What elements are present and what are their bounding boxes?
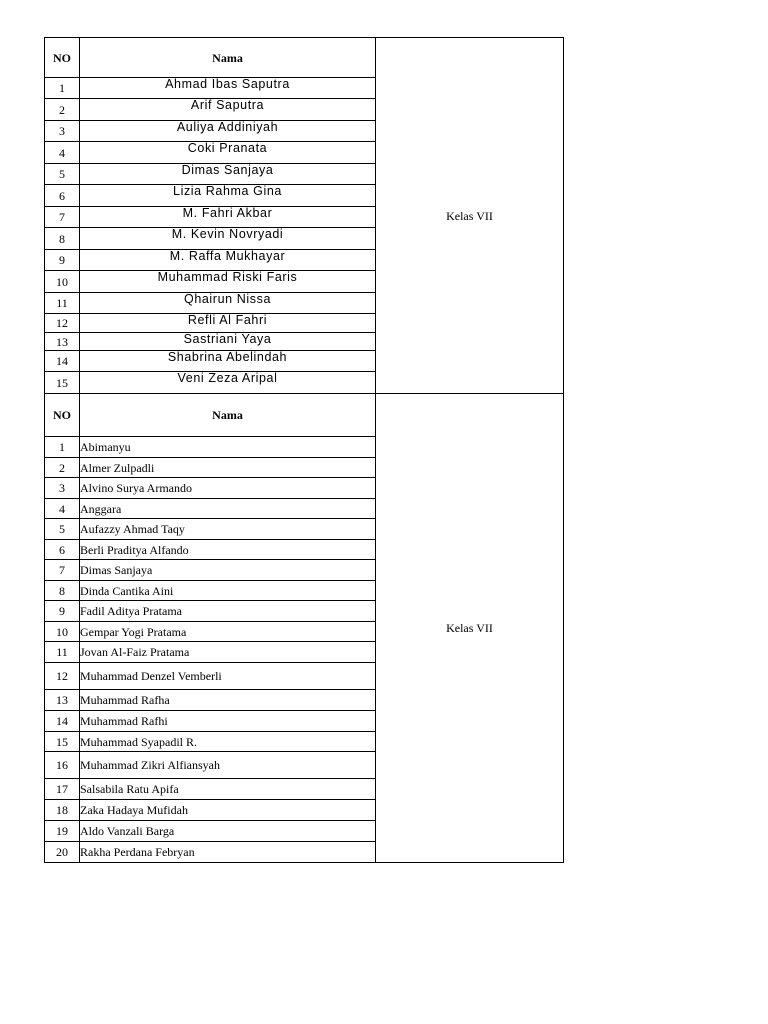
row-number: 15 xyxy=(45,372,80,394)
student-name: Alvino Surya Armando xyxy=(80,478,376,499)
row-number: 1 xyxy=(45,437,80,458)
column-header-name: Nama xyxy=(80,394,376,437)
student-name: Zaka Hadaya Mufidah xyxy=(80,800,376,821)
row-number: 7 xyxy=(45,207,80,228)
row-number: 12 xyxy=(45,663,80,690)
row-number: 5 xyxy=(45,164,80,185)
student-name: M. Fahri Akbar xyxy=(80,207,376,228)
student-name: Almer Zulpadli xyxy=(80,458,376,478)
row-number: 1 xyxy=(45,78,80,99)
student-name: Fadil Aditya Pratama xyxy=(80,601,376,622)
student-name: Muhammad Riski Faris xyxy=(80,271,376,293)
row-number: 2 xyxy=(45,99,80,121)
student-name: Ahmad Ibas Saputra xyxy=(80,78,376,99)
section2-header-row xyxy=(45,394,564,437)
column-header-no: NO xyxy=(45,38,80,78)
row-number: 8 xyxy=(45,228,80,250)
row-number: 9 xyxy=(45,250,80,271)
row-number: 8 xyxy=(45,581,80,601)
student-name: Aufazzy Ahmad Taqy xyxy=(80,519,376,540)
student-name: M. Raffa Mukhayar xyxy=(80,250,376,271)
row-number: 13 xyxy=(45,690,80,711)
student-name: Veni Zeza Aripal xyxy=(80,372,376,394)
row-number: 6 xyxy=(45,185,80,207)
student-name: Lizia Rahma Gina xyxy=(80,185,376,207)
row-number: 18 xyxy=(45,800,80,821)
row-number: 20 xyxy=(45,842,80,863)
row-number: 10 xyxy=(45,622,80,642)
row-number: 14 xyxy=(45,711,80,732)
section1-header-row xyxy=(45,38,564,78)
student-name: Sastriani Yaya xyxy=(80,333,376,351)
student-name: Auliya Addiniyah xyxy=(80,121,376,142)
row-number: 2 xyxy=(45,458,80,478)
student-name: Aldo Vanzali Barga xyxy=(80,821,376,842)
student-name: Anggara xyxy=(80,499,376,519)
student-name: Dinda Cantika Aini xyxy=(80,581,376,601)
student-name: Abimanyu xyxy=(80,437,376,458)
student-name: Muhammad Zikri Alfiansyah xyxy=(80,752,376,779)
kelas-cell: Kelas VII xyxy=(376,38,564,394)
student-name: Berli Praditya Alfando xyxy=(80,540,376,560)
row-number: 6 xyxy=(45,540,80,560)
row-number: 11 xyxy=(45,293,80,314)
student-name: Muhammad Rafha xyxy=(80,690,376,711)
row-number: 9 xyxy=(45,601,80,622)
row-number: 12 xyxy=(45,314,80,333)
student-name: Muhammad Syapadil R. xyxy=(80,732,376,752)
student-name: Muhammad Rafhi xyxy=(80,711,376,732)
row-number: 14 xyxy=(45,351,80,372)
student-name: Dimas Sanjaya xyxy=(80,560,376,581)
row-number: 4 xyxy=(45,499,80,519)
row-number: 19 xyxy=(45,821,80,842)
column-header-name: Nama xyxy=(80,38,376,78)
student-roster-table xyxy=(44,37,564,863)
row-number: 10 xyxy=(45,271,80,293)
row-number: 16 xyxy=(45,752,80,779)
row-number: 11 xyxy=(45,642,80,663)
student-name: Jovan Al-Faiz Pratama xyxy=(80,642,376,663)
student-name: Shabrina Abelindah xyxy=(80,351,376,372)
row-number: 13 xyxy=(45,333,80,351)
row-number: 3 xyxy=(45,121,80,142)
student-name: M. Kevin Novryadi xyxy=(80,228,376,250)
kelas-cell: Kelas VII xyxy=(376,394,564,863)
student-name: Rakha Perdana Febryan xyxy=(80,842,376,863)
row-number: 15 xyxy=(45,732,80,752)
student-name: Coki Pranata xyxy=(80,142,376,164)
student-name: Refli Al Fahri xyxy=(80,314,376,333)
student-name: Qhairun Nissa xyxy=(80,293,376,314)
student-name: Dimas Sanjaya xyxy=(80,164,376,185)
student-name: Arif Saputra xyxy=(80,99,376,121)
row-number: 4 xyxy=(45,142,80,164)
row-number: 3 xyxy=(45,478,80,499)
column-header-no: NO xyxy=(45,394,80,437)
student-name: Salsabila Ratu Apifa xyxy=(80,779,376,800)
student-name: Muhammad Denzel Vemberli xyxy=(80,663,376,690)
row-number: 5 xyxy=(45,519,80,540)
row-number: 17 xyxy=(45,779,80,800)
student-name: Gempar Yogi Pratama xyxy=(80,622,376,642)
row-number: 7 xyxy=(45,560,80,581)
